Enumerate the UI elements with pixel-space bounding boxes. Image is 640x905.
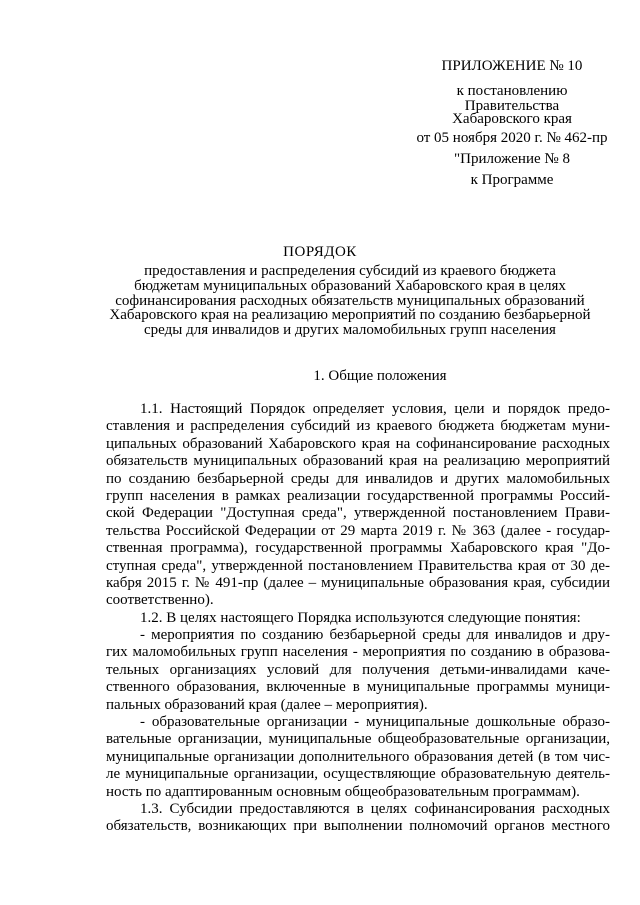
appendix-line: Хабаровского края <box>452 111 572 127</box>
subtitle-line: предоставления и распределения субсидий из краевого бюджета <box>144 263 556 279</box>
body-line: групп населения в рамках реализации государственной программы Россий- <box>106 487 610 504</box>
body-line: по созданию безбарьерной среды для инвалидов и других маломобильных <box>106 470 610 487</box>
body-line: обязательств, возникающих при выполнении полномочий органов местного <box>106 818 610 835</box>
subtitle-line: Хабаровского края на реализацию мероприятий по созданию безбарьерной <box>109 307 591 324</box>
appendix-title: ПРИЛОЖЕНИЕ № 10 <box>441 58 583 74</box>
body-line: ципальных образований Хабаровского края на софинансирование расходных <box>106 435 610 452</box>
body-line: соответственно). <box>106 592 214 609</box>
section-heading: 1. Общие положения <box>313 368 447 384</box>
body-line: муниципальные организации дополнительного образования детей (в том чис- <box>106 748 610 765</box>
body-line: ственного образования, включенные в муниципальные программы муници- <box>106 679 610 696</box>
body-line: ле муниципальные организации, осуществляющие образовательную деятель- <box>106 766 610 783</box>
body-line: тельных организациях условий для получения детьми-инвалидами каче- <box>106 661 610 678</box>
body-line: 1.3. Субсидии предоставляются в целях софинансирования расходных <box>140 800 610 817</box>
document-subtitle <box>100 264 600 338</box>
body-line: 1.1. Настоящий Порядок определяет условия, цели и порядок предо- <box>140 401 610 417</box>
body-line: кабря 2015 г. № 491-пр (далее – муниципальные образования края, субсидии <box>106 574 610 591</box>
body-line: ской Федерации "Доступная среда", утвержденной постановлением Прави- <box>106 505 610 522</box>
subtitle-line: бюджетам муниципальных образований Хабаровского края в целях <box>134 277 566 294</box>
body-line: - мероприятия по созданию безбарьерной среды для инвалидов и дру- <box>140 627 610 644</box>
body-line: ставления и распределения субсидий из краевого бюджета бюджетам муни- <box>106 418 610 435</box>
body-line: ступная среда", утвержденной постановлением Правительства края от 30 де- <box>106 557 610 574</box>
appendix-header <box>392 58 632 189</box>
body-line: ственная программа), государственной программы Хабаровского края "До- <box>106 540 610 557</box>
appendix-line: от 05 ноября 2020 г. № 462-пр <box>416 130 608 146</box>
body-line: 1.2. В целях настоящего Порядка используются следующие понятия: <box>140 609 581 626</box>
subtitle-line: софинансирования расходных обязательств муниципальных образований <box>115 292 585 309</box>
body-line: ность по адаптированным основным общеобразовательным программам). <box>106 783 580 800</box>
body-line: пальных образований края (далее – мероприятия). <box>106 696 428 713</box>
body-line: гих маломобильных групп населения - мероприятия по созданию в образова- <box>106 644 610 661</box>
document-title: ПОРЯДОК <box>283 244 357 260</box>
body-line: обязательств муниципальных образований края на реализацию мероприятий <box>106 453 610 470</box>
appendix-line: "Приложение № 8 <box>454 151 570 167</box>
body-line: - образовательные организации - муниципальные дошкольные образо- <box>140 714 610 731</box>
subtitle-line: среды для инвалидов и других маломобильных групп населения <box>144 322 556 339</box>
body-line: вательные организации, муниципальные общеобразовательные организации, <box>106 731 610 748</box>
body-line: тельства Российской Федерации от 29 марта 2019 г. № 363 (далее - государ- <box>106 522 610 539</box>
appendix-line: Правительства <box>464 98 560 114</box>
appendix-line: к постановлению <box>456 83 568 99</box>
body-text <box>106 401 610 836</box>
appendix-line: к Программе <box>470 172 554 188</box>
